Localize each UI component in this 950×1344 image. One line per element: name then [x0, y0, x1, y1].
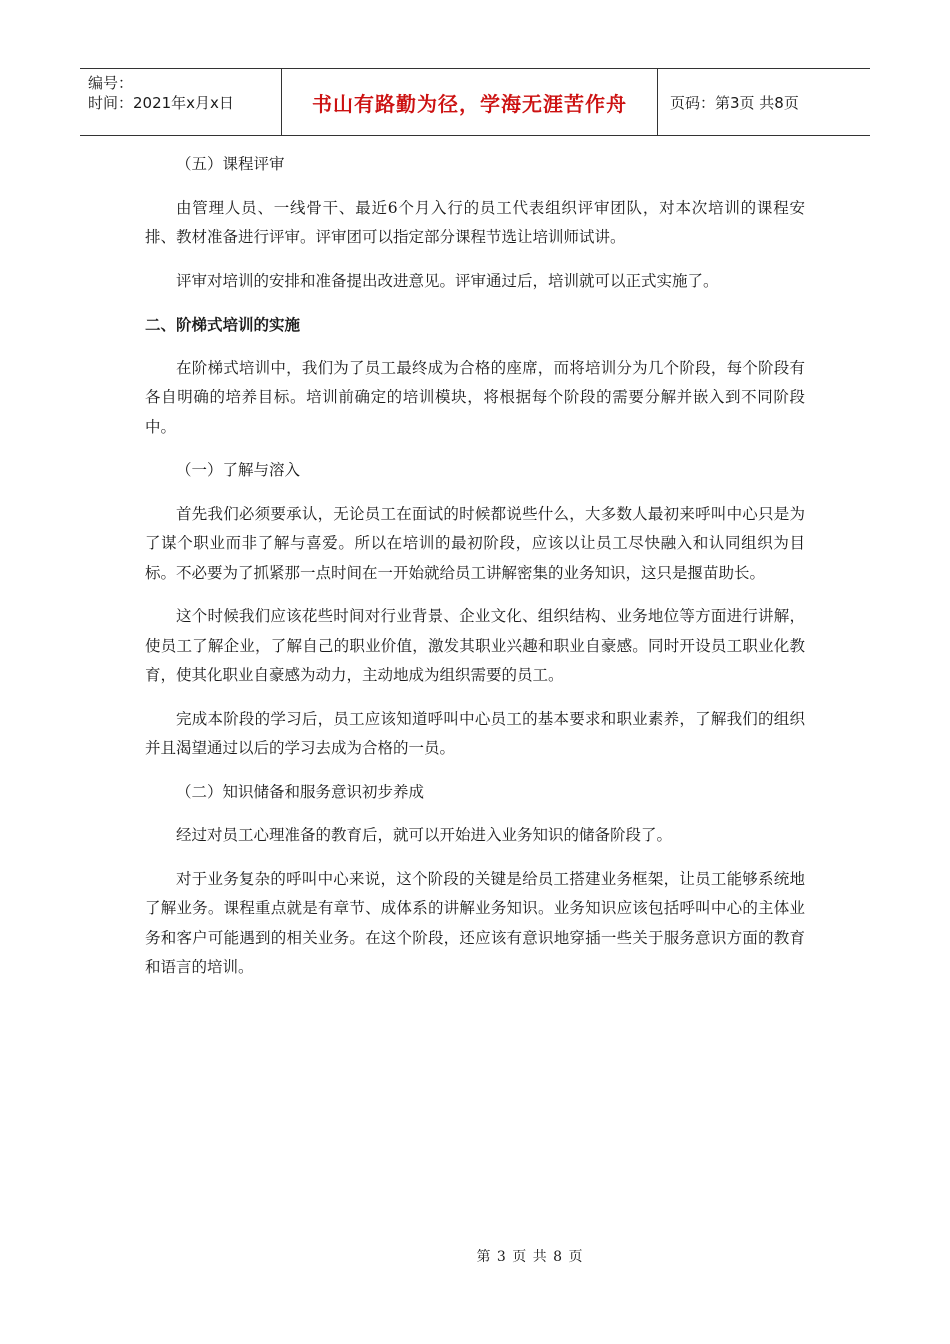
- section-heading: （五）课程评审: [176, 155, 285, 173]
- page-header: [80, 68, 870, 136]
- body-paragraph: 由管理人员、一线骨干、最近6个月入行的员工代表组织评审团队，对本次培训的课程安排、教材准备进行评审。评审团可以指定部分课程节选让培训师试讲。: [145, 198, 805, 246]
- body-paragraph: 完成本阶段的学习后，员工应该知道呼叫中心员工的基本要求和职业素养，了解我们的组织并且渴望通过以后的学习去成为合格的一员。: [145, 709, 805, 757]
- body-paragraph: 首先我们必须要承认，无论员工在面试的时候都说些什么，大多数人最初来呼叫中心只是为了谋个职业而非了解与喜爱。所以在培训的最初阶段，应该以让员工尽快融入和认同组织为目标。不必要为了抓紧那一点时间在一开始就给员工讲解密集的业务知识，这只是揠苗助长。: [145, 504, 805, 582]
- header-page-number: 页码：第3页 共8页: [670, 93, 799, 112]
- body-paragraph: 这个时候我们应该花些时间对行业背景、企业文化、组织结构、业务地位等方面进行讲解，使员工了解企业，了解自己的职业价值，激发其职业兴趣和职业自豪感。同时开设员工职业化教育，使其化职业自豪感为动力，主动地成为组织需要的员工。: [145, 607, 805, 684]
- section-heading: （二）知识储备和服务意识初步养成: [176, 782, 425, 801]
- footer-page-number: 第 3 页 共 8 页: [476, 1249, 584, 1265]
- header-meta: [80, 69, 282, 135]
- document-date: 时间：2021年x月x日: [88, 94, 234, 112]
- body-paragraph: 评审对培训的安排和准备提出改进意见。评审通过后，培训就可以正式实施了。: [176, 271, 719, 290]
- chapter-heading: 二、阶梯式培训的实施: [145, 315, 301, 334]
- body-paragraph: 对于业务复杂的呼叫中心来说，这个阶段的关键是给员工搭建业务框架，让员工能够系统地了解业务。课程重点就是有章节、成体系的讲解业务知识。业务知识应该包括呼叫中心的主体业务和客户可能遇到的相关业务。在这个阶段，还应该有意识地穿插一些关于服务意识方面的教育和语言的培训。: [145, 869, 805, 976]
- body-paragraph: 在阶梯式培训中，我们为了员工最终成为合格的座席，而将培训分为几个阶段，每个阶段有各自明确的培养目标。培训前确定的培训模块，将根据每个阶段的需要分解并嵌入到不同阶段中。: [145, 358, 805, 436]
- document-number-label: 编号：: [88, 74, 134, 92]
- header-motto: 书山有路勤为径，学海无涯苦作舟: [282, 69, 658, 135]
- body-paragraph: 经过对员工心理准备的教育后，就可以开始进入业务知识的储备阶段了。: [176, 826, 673, 844]
- section-heading: （一）了解与溶入: [176, 461, 301, 479]
- document-body: [145, 150, 805, 997]
- page-footer: [0, 1246, 950, 1266]
